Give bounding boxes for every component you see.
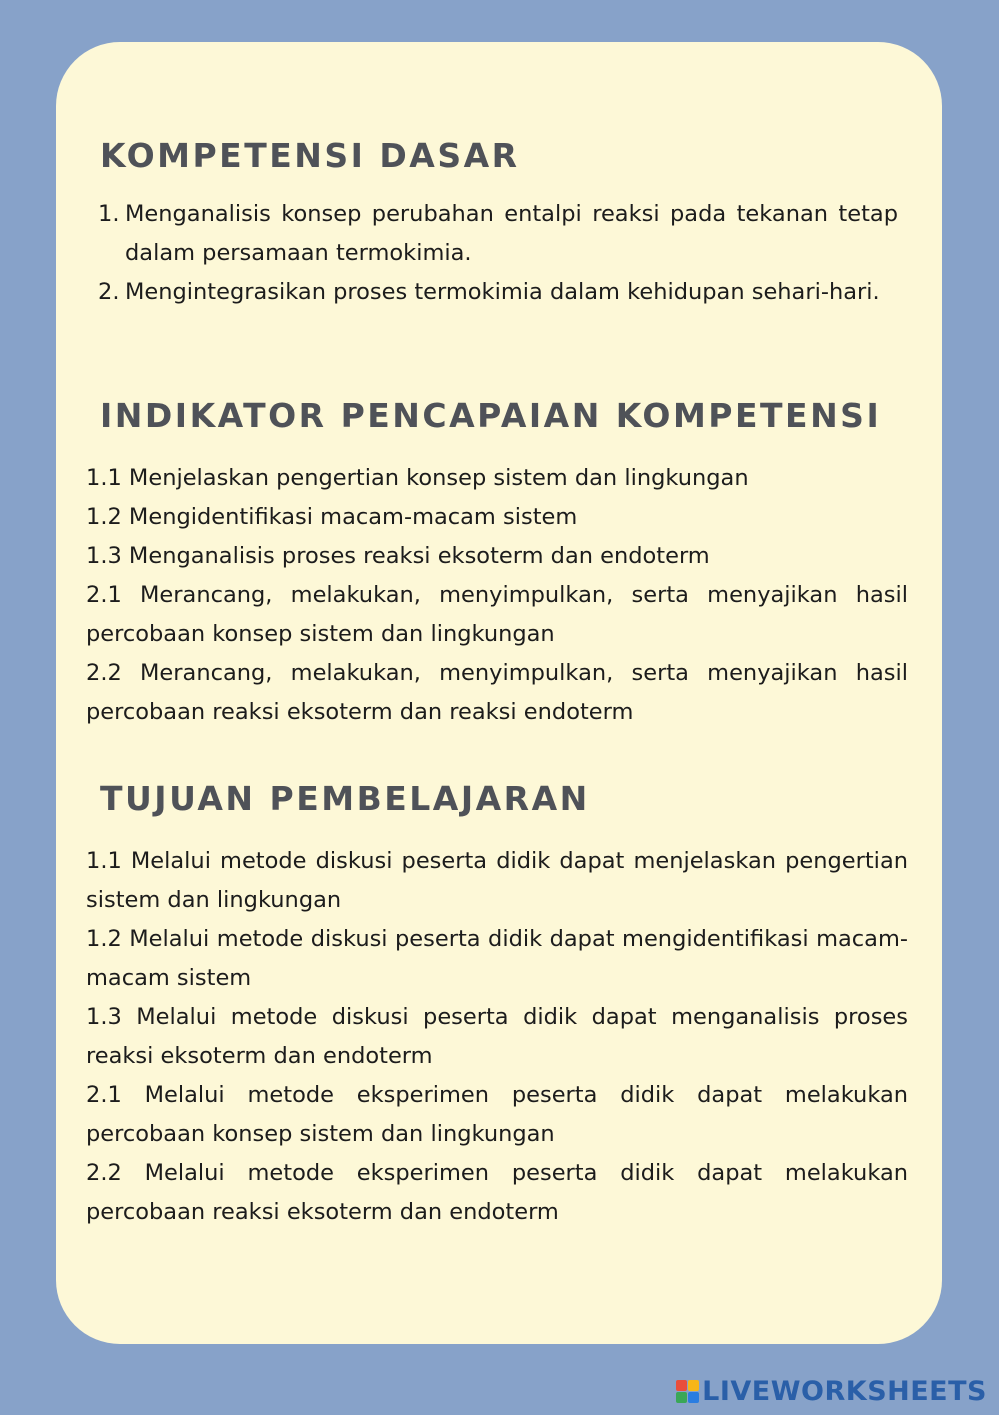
logo-tile <box>688 1392 699 1403</box>
tujuan-item: 1.3 Melalui metode diskusi peserta didik dapat menganalisis proses reaksi eksoterm dan endoterm <box>86 1004 908 1069</box>
logo-tile <box>676 1380 687 1391</box>
list-item-text: Mengintegrasikan proses termokimia dalam kehidupan sehari-hari. <box>125 279 880 305</box>
tujuan-item: 2.2 Melalui metode eksperimen peserta didik dapat melakukan percobaan reaksi eksoterm dan endoterm <box>86 1160 908 1225</box>
list-item-number: 1. <box>98 201 120 227</box>
kompetensi-dasar-list <box>98 195 898 312</box>
list-item-number: 2. <box>98 279 120 305</box>
logo-tile <box>676 1392 687 1403</box>
indikator-item: 1.2 Mengidentifikasi macam-macam sistem <box>86 504 578 530</box>
indikator-heading: INDIKATOR PENCAPAIAN KOMPETENSI <box>100 396 882 435</box>
list-item-text: Menganalisis konsep perubahan entalpi reaksi pada tekanan tetap dalam persamaan termokimia. <box>125 201 898 266</box>
list-item <box>98 273 898 312</box>
tujuan-list <box>86 842 908 1232</box>
kompetensi-dasar-heading: KOMPETENSI DASAR <box>100 136 520 175</box>
logo-tile <box>688 1380 699 1391</box>
indikator-list <box>86 459 908 732</box>
liveworksheets-logo-icon <box>676 1380 699 1403</box>
tujuan-item: 1.2 Melalui metode diskusi peserta didik dapat mengidentifikasi macam-macam sistem <box>86 926 908 991</box>
tujuan-item: 1.1 Melalui metode diskusi peserta didik dapat menjelaskan pengertian sistem dan lingkungan <box>86 848 908 913</box>
tujuan-heading: TUJUAN PEMBELAJARAN <box>100 779 590 818</box>
indikator-item: 2.2 Merancang, melakukan, menyimpulkan, serta menyajikan hasil percobaan reaksi eksoterm dan reaksi endoterm <box>86 660 908 725</box>
indikator-item: 1.3 Menganalisis proses reaksi eksoterm dan endoterm <box>86 543 710 569</box>
indikator-item: 1.1 Menjelaskan pengertian konsep sistem dan lingkungan <box>86 465 749 491</box>
tujuan-item: 2.1 Melalui metode eksperimen peserta didik dapat melakukan percobaan konsep sistem dan lingkungan <box>86 1082 908 1147</box>
liveworksheets-watermark[interactable] <box>676 1376 987 1407</box>
list-item <box>98 195 898 273</box>
watermark-text: LIVEWORKSHEETS <box>702 1376 987 1407</box>
indikator-item: 2.1 Merancang, melakukan, menyimpulkan, serta menyajikan hasil percobaan konsep sistem dan lingkungan <box>86 582 908 647</box>
